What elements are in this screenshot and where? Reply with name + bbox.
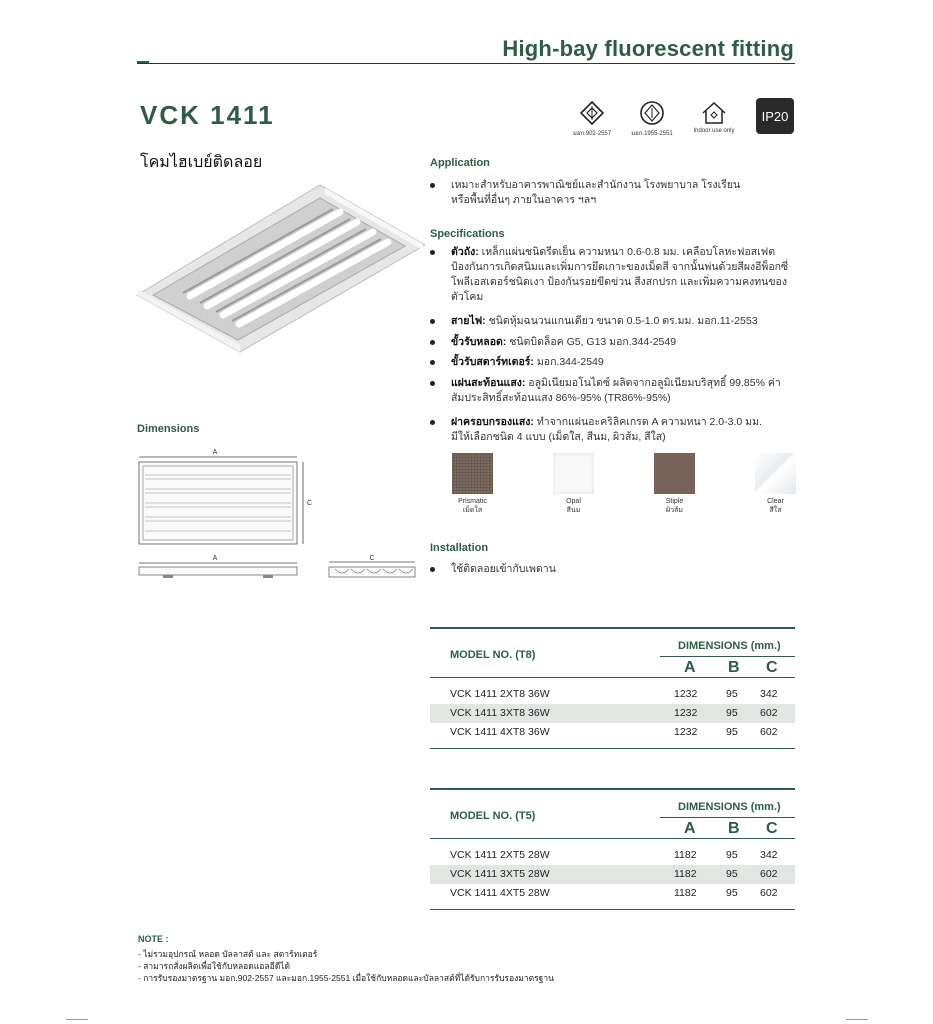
application-heading: Application — [430, 157, 490, 169]
col-a-header: A — [684, 820, 696, 837]
model-cell: VCK 1411 3XT5 28W — [450, 868, 550, 880]
dim-c-cell: 602 — [760, 868, 778, 880]
dim-b-cell: 95 — [726, 849, 738, 861]
spec-value: โพลีเอสเตอร์ชนิดเงา ป้องกันรอยขีดข่วน สีงสกปรก และเพิ่มความคงทนของ — [451, 276, 787, 288]
diffuser-swatch-opal — [553, 453, 594, 515]
dim-b-cell: 95 — [726, 887, 738, 899]
dim-a-cell: 1232 — [674, 707, 698, 719]
spec-label: สายไฟ: — [451, 315, 486, 327]
model-cell: VCK 1411 4XT8 36W — [450, 726, 550, 738]
certification-indoor — [689, 100, 739, 134]
table-row — [430, 846, 795, 865]
model-column-header: MODEL NO. (T5) — [450, 810, 536, 822]
bullet-dot — [430, 420, 435, 425]
opal-sample — [553, 453, 594, 494]
col-b-header: B — [728, 659, 740, 676]
dim-c-cell: 602 — [760, 887, 778, 899]
diffuser-swatch-prismatic — [452, 453, 493, 515]
table-bottom-rule — [430, 909, 795, 910]
spec-value: เหล็กแผ่นชนิดรีดเย็น ความหนา 0.6-0.8 มม. เคลือบโลหะฟอสเฟต — [478, 246, 776, 258]
dimension-label-c: C — [307, 500, 313, 507]
spec-label: ขั้วรับหลอด: — [451, 336, 507, 348]
header-sub-rule — [660, 656, 795, 657]
bullet-dot — [430, 250, 435, 255]
spec-value: ป้องกันการเกิดสนิมและเพิ่มการยึดเกาะของเม็ดสี จากนั้นพ่นด้วยสีผงอีพ็อกซี่ — [451, 261, 789, 273]
dim-b-cell: 95 — [726, 688, 738, 700]
col-c-header: C — [766, 820, 778, 837]
installation-line: ใช้ติดลอยเข้ากับเพดาน — [451, 563, 556, 575]
header-bottom-rule — [430, 677, 795, 678]
cert-label: มอก.902-2557 — [572, 131, 612, 137]
bullet-dot — [430, 340, 435, 345]
note-line: - ไม่รวมอุปกรณ์ หลอด บัลลาสต์ และ สตาร์ทเตอร์ — [138, 949, 318, 959]
spec-label: ตัวถัง: — [451, 246, 479, 258]
note-line: - สามารถสั่งผลิตเพื่อใช้กับหลอดแอลอีดีได้ — [138, 961, 291, 971]
dim-a-cell: 1182 — [674, 887, 697, 899]
prismatic-sample — [452, 453, 493, 494]
dimensions-column-header: DIMENSIONS (mm.) — [678, 640, 781, 652]
dimension-label-a: A — [212, 449, 218, 456]
clear-sample — [755, 453, 796, 494]
dim-b-cell: 95 — [726, 868, 738, 880]
col-a-header: A — [684, 659, 696, 676]
certification-tis-902 — [567, 100, 617, 138]
spec-value: ทำจากแผ่นอะคริลิคเกรด A ความหนา 2.0-3.0 มม. — [533, 416, 762, 428]
spec-value: ชนิดบิดล็อค G5, G13 มอก.344-2549 — [506, 336, 677, 348]
table-row — [430, 723, 795, 742]
dim-a-cell: 1182 — [674, 868, 697, 880]
table-row — [430, 704, 795, 723]
cert-label: Indoor use only — [693, 128, 735, 134]
header-rule — [137, 63, 795, 64]
installation-heading: Installation — [430, 542, 489, 554]
table-row — [430, 884, 795, 903]
dim-a-cell: 1182 — [674, 849, 697, 861]
model-cell: VCK 1411 2XT5 28W — [450, 849, 550, 861]
dim-c-cell: 602 — [760, 707, 778, 719]
diffuser-swatch-clear — [755, 453, 796, 515]
dimensions-column-header: DIMENSIONS (mm.) — [678, 801, 781, 813]
diffuser-swatch-stiple — [654, 453, 695, 515]
dimensions-heading: Dimensions — [137, 423, 200, 435]
dim-c-cell: 602 — [760, 726, 778, 738]
swatch-thai: ผิวส้ม — [666, 507, 683, 514]
model-cell: VCK 1411 2XT8 36W — [450, 688, 550, 700]
dim-b-cell: 95 — [726, 726, 738, 738]
header-bottom-rule — [430, 838, 795, 839]
table-bottom-rule — [430, 748, 795, 749]
ip-rating-badge: IP20 — [756, 98, 794, 134]
model-cell: VCK 1411 3XT8 36W — [450, 707, 550, 719]
spec-item-lampholder — [430, 335, 798, 350]
note-heading: NOTE : — [138, 934, 169, 944]
table-t8 — [430, 627, 795, 749]
spec-value: มอก.344-2549 — [533, 356, 604, 368]
dim-c-cell: 342 — [760, 849, 778, 861]
page-header-title: High-bay fluorescent fitting — [502, 36, 794, 61]
product-thai-name: โคมไฮเบย์ติดลอย — [140, 154, 263, 171]
spec-value: สัมประสิทธิ์สะท้อนแสง 86%-95% (TR86%-95%) — [451, 392, 671, 404]
spec-item-starter-holder — [430, 355, 798, 370]
spec-value: อลูมิเนียมอโนไดซ์ ผลิตจากอลูมิเนียมบริสุทธิ์ 99.85% ค่า — [525, 377, 781, 389]
application-line: หรือพื้นที่อื่นๆ ภายในอาคาร ฯลฯ — [451, 194, 597, 206]
dimensions-drawing — [135, 445, 425, 590]
spec-item-reflector — [430, 376, 798, 406]
note-line: - การรับรองมาตรฐาน มอก.902-2557 และมอก.1955-2551 เมื่อใช้กับหลอดและบัลลาสต์ที่ได้รับการรับรองมาตรฐาน — [138, 973, 554, 983]
spec-label: ขั้วรับสตาร์ทเตอร์: — [451, 356, 534, 368]
swatch-name: Prismatic — [458, 498, 487, 505]
application-line: เหมาะสำหรับอาคารพาณิชย์และสำนักงาน โรงพยาบาล โรงเรียน — [451, 179, 741, 191]
spec-label: ฝาครอบกรองแสง: — [451, 416, 534, 428]
col-c-header: C — [766, 659, 778, 676]
product-photo — [135, 180, 425, 360]
tis-standard-mark-icon — [639, 100, 665, 126]
bullet-dot — [430, 381, 435, 386]
model-column-header: MODEL NO. (T8) — [450, 649, 536, 661]
bullet-dot — [430, 567, 435, 572]
stiple-sample — [654, 453, 695, 494]
dim-a-cell: 1232 — [674, 688, 698, 700]
table-header — [430, 629, 795, 685]
dim-a-cell: 1232 — [674, 726, 698, 738]
header-sub-rule — [660, 817, 795, 818]
swatch-name: Clear — [767, 498, 784, 505]
specifications-heading: Specifications — [430, 228, 505, 240]
swatch-thai: เม็ดใส — [462, 507, 483, 514]
swatch-thai: สีใส — [769, 507, 782, 514]
spec-item-body — [430, 245, 798, 305]
spec-item-diffuser — [430, 415, 798, 445]
dimension-label-c-end: C — [369, 555, 375, 562]
model-cell: VCK 1411 4XT5 28W — [450, 887, 550, 899]
swatch-name: Opal — [566, 498, 581, 505]
cert-label: มอก.1955-2551 — [631, 131, 673, 137]
table-t5 — [430, 788, 795, 910]
footer-mark-left — [66, 1019, 88, 1020]
tis-certification-mark-icon — [579, 100, 605, 126]
col-b-header: B — [728, 820, 740, 837]
certification-tis-1955 — [627, 100, 677, 138]
dimension-label-a-side: A — [212, 555, 218, 562]
note-list — [138, 948, 554, 984]
spec-value: มีให้เลือกชนิด 4 แบบ (เม็ดใส, สีนม, ผิวส้ม, สีใส) — [451, 431, 666, 443]
bullet-dot — [430, 360, 435, 365]
spec-label: แผ่นสะท้อนแสง: — [451, 377, 526, 389]
footer-mark-right — [846, 1019, 868, 1020]
table-row — [430, 685, 795, 704]
spec-value: ชนิดหุ้มฉนวนแกนเดียว ขนาด 0.5-1.0 ตร.มม. มอก.11-2553 — [485, 315, 758, 327]
spec-item-wiring — [430, 314, 798, 329]
bullet-dot — [430, 319, 435, 324]
dim-b-cell: 95 — [726, 707, 738, 719]
dim-c-cell: 342 — [760, 688, 778, 700]
application-bullet — [430, 178, 795, 208]
spec-value: ตัวโคม — [451, 291, 484, 303]
installation-bullet — [430, 562, 798, 577]
indoor-house-icon — [700, 100, 728, 126]
product-model-title: VCK 1411 — [140, 100, 275, 130]
swatch-thai: สีนม — [566, 507, 581, 514]
bullet-dot — [430, 183, 435, 188]
table-row — [430, 865, 795, 884]
table-header — [430, 790, 795, 846]
swatch-name: Stiple — [665, 498, 684, 505]
